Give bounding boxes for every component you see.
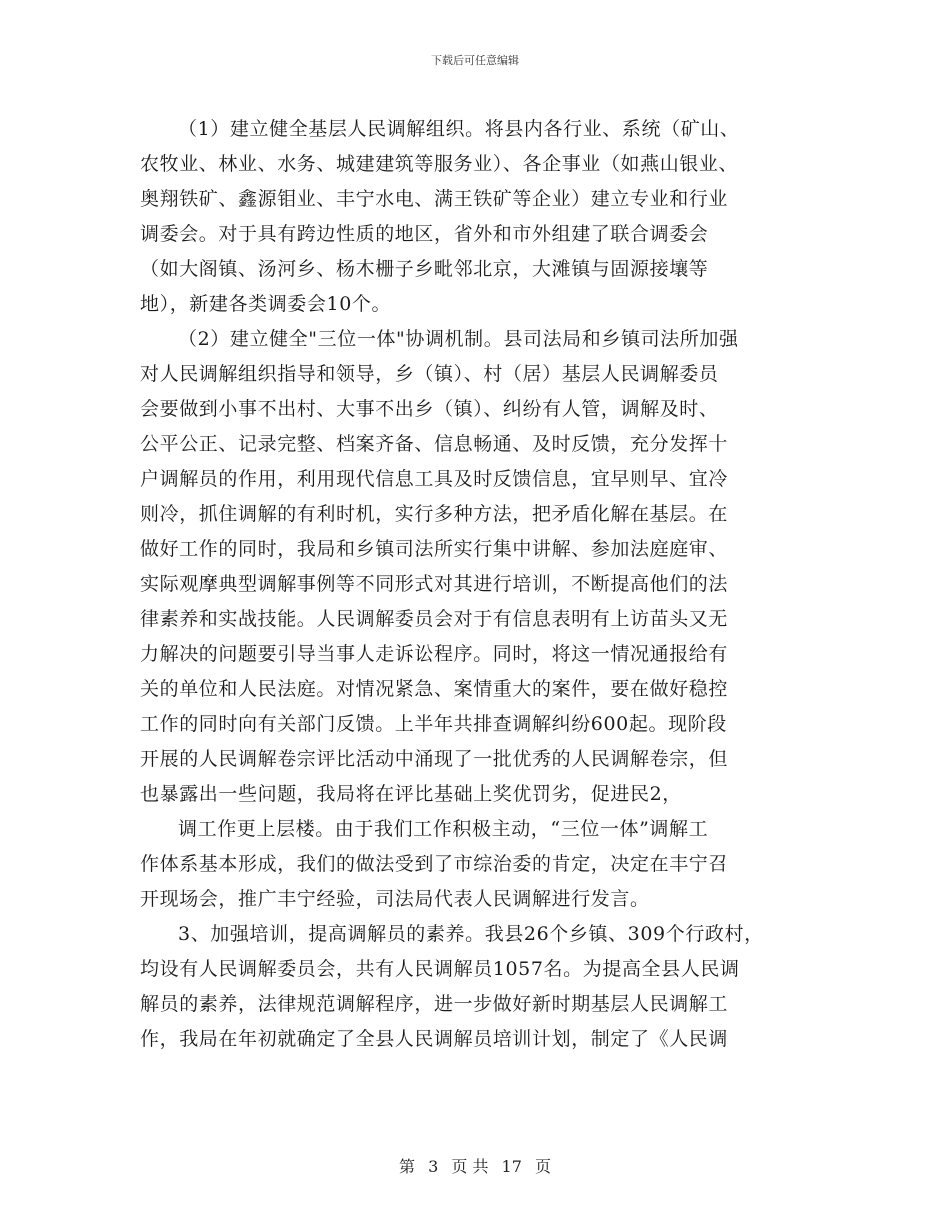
- document-body: [140, 112, 810, 1057]
- text-line: 做好工作的同时，我局和乡镇司法所实行集中讲解、参加法庭庭审、: [140, 538, 729, 560]
- text-line: 关的单位和人民法庭。对情况紧急、案情重大的案件，要在做好稳控: [140, 678, 729, 700]
- text-line: 3、加强培训，提高调解员的素养。我县26个乡镇、309个行政村，: [178, 923, 764, 945]
- text-line: （1）建立健全基层人民调解组织。将县内各行业、系统（矿山、: [178, 118, 740, 140]
- text-line: 公平公正、记录完整、档案齐备、信息畅通、及时反馈，充分发挥十: [140, 433, 729, 455]
- text-line: 奥翔铁矿、鑫源钼业、丰宁水电、满王铁矿等企业）建立专业和行业: [140, 188, 729, 210]
- text-line: 工作的同时向有关部门反馈。上半年共排查调解纠纷600起。现阶段: [140, 713, 727, 735]
- text-line: 对人民调解组织指导和领导，乡（镇）、村（居）基层人民调解委员: [140, 363, 719, 385]
- page-footer: [0, 1154, 950, 1177]
- text-line: 律素养和实战技能。人民调解委员会对于有信息表明有上访苗头又无: [140, 608, 729, 630]
- text-line: 则冷，抓住调解的有利时机，实行多种方法，把矛盾化解在基层。在: [140, 503, 729, 525]
- footer-suffix: 页: [535, 1157, 552, 1176]
- text-line: 调工作更上层楼。由于我们工作积极主动，“三位一体”调解工: [178, 818, 709, 840]
- text-line: 开现场会，推广丰宁经验，司法局代表人民调解进行发言。: [140, 888, 650, 910]
- text-line: 力解决的问题要引导当事人走诉讼程序。同时，将这一情况通报给有: [140, 643, 729, 665]
- text-line: 会要做到小事不出村、大事不出乡（镇）、纠纷有人管，调解及时、: [140, 398, 719, 420]
- text-line: 户调解员的作用，利用现代信息工具及时反馈信息，宜早则早、宜冷: [140, 468, 729, 490]
- text-line: 农牧业、林业、水务、城建建筑等服务业）、各企事业（如燕山银业、: [140, 153, 739, 175]
- text-line: 解员的素养，法律规范调解程序，进一步做好新时期基层人民调解工: [140, 993, 729, 1015]
- footer-prefix: 第: [398, 1157, 415, 1176]
- text-line: 调委会。对于具有跨边性质的地区，省外和市外组建了联合调委会: [140, 223, 709, 245]
- text-line: 均设有人民调解委员会，共有人民调解员1057名。为提高全县人民调: [140, 958, 740, 980]
- footer-mid: 页 共: [451, 1157, 489, 1176]
- text-line: 也暴露出一些问题，我局将在评比基础上奖优罚劣，促进民2，: [140, 783, 682, 805]
- text-line: 地），新建各类调委会10个。: [140, 293, 392, 315]
- text-line: 实际观摩典型调解事例等不同形式对其进行培训，不断提高他们的法: [140, 573, 729, 595]
- text-line: 作，我局在年初就确定了全县人民调解员培训计划，制定了《人民调: [140, 1028, 729, 1050]
- text-line: 作体系基本形成，我们的做法受到了市综治委的肯定，决定在丰宁召: [140, 853, 729, 875]
- text-line: 开展的人民调解卷宗评比活动中涌现了一批优秀的人民调解卷宗，但: [140, 748, 729, 770]
- footer-page-number: 3: [428, 1157, 439, 1176]
- page-header: 下载后可任意编辑: [431, 54, 519, 67]
- footer-total-pages: 17: [501, 1157, 522, 1176]
- text-line: （如大阁镇、汤河乡、杨木栅子乡毗邻北京，大滩镇与固源接壤等: [140, 258, 709, 280]
- text-line: （2）建立健全"三位一体"协调机制。县司法局和乡镇司法所加强: [178, 328, 739, 350]
